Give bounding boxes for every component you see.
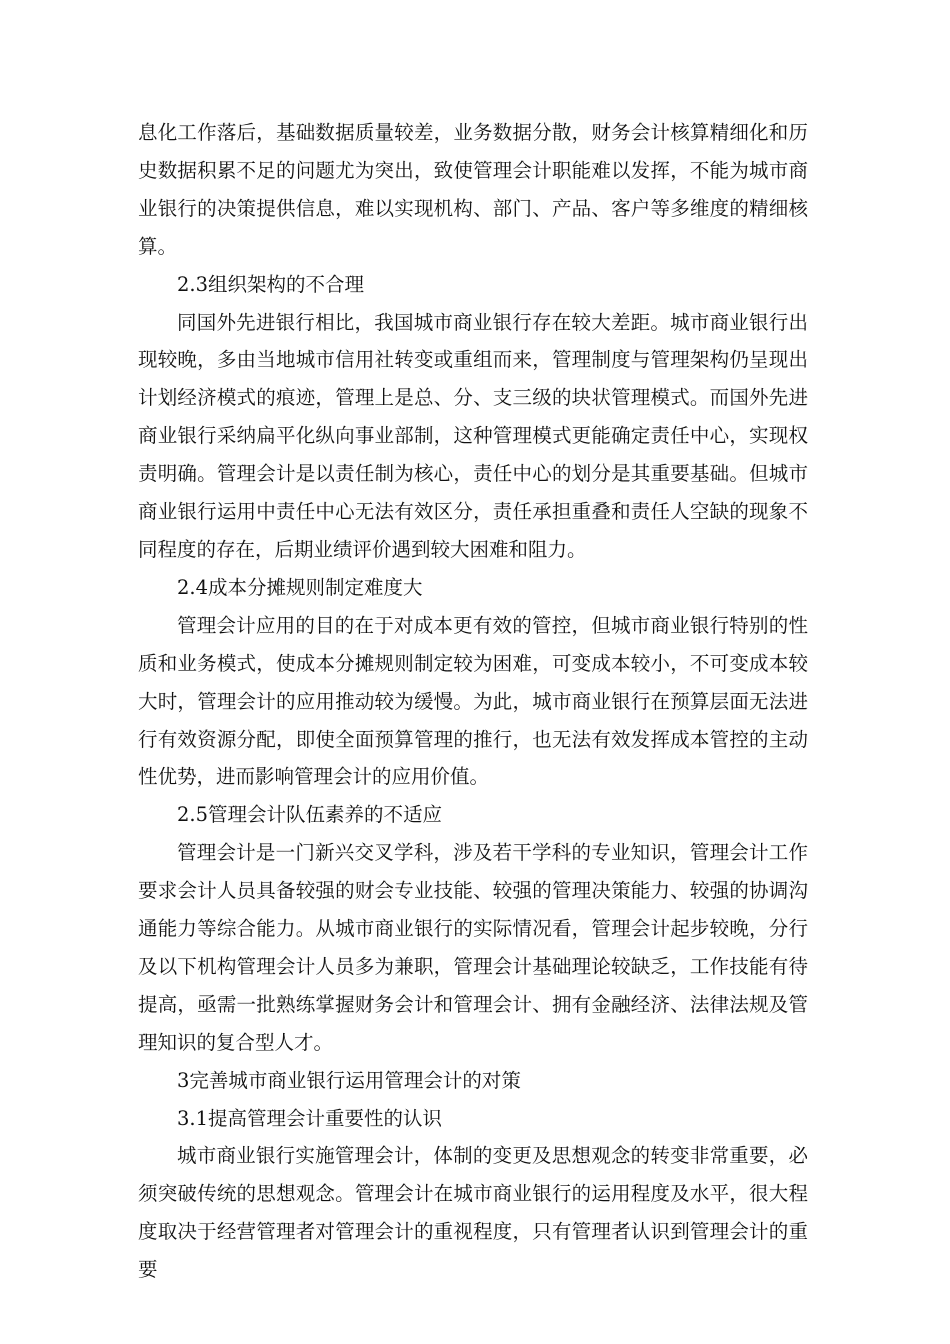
section-heading-3: 3完善城市商业银行运用管理会计的对策 bbox=[177, 1068, 521, 1092]
section-heading-2-4: 2.4成本分摊规则制定难度大 bbox=[177, 575, 423, 599]
paragraph-team-quality: 管理会计是一门新兴交叉学科，涉及若干学科的专业知识，管理会计工作要求会计人员具备较强的财会专业技能、较强的管理决策能力、较强的协调沟通能力等综合能力。从城市商业银行的实际情况看，管理会计起步较晚，分行及以下机构管理会计人员多为兼职，管理会计基础理论较缺乏，工作技能有待提高，亟需一批熟练掌握财务会计和管理会计、拥有金融经济、法律法规及管理知识的复合型人才。 bbox=[138, 841, 808, 1054]
section-heading-3-1: 3.1提高管理会计重要性的认识 bbox=[177, 1106, 443, 1130]
paragraph-organization-structure: 同国外先进银行相比，我国城市商业银行存在较大差距。城市商业银行出现较晚，多由当地城市信用社转变或重组而来，管理制度与管理架构仍呈现出计划经济模式的痕迹，管理上是总、分、支三级的块状管理模式。而国外先进商业银行采纳扁平化纵向事业部制，这种管理模式更能确定责任中心，实现权责明确。管理会计是以责任制为核心，责任中心的划分是其重要基础。但城市商业银行运用中责任中心无法有效区分，责任承担重叠和责任人空缺的现象不同程度的存在，后期业绩评价遇到较大困难和阻力。 bbox=[138, 310, 808, 561]
document-body bbox=[138, 114, 808, 1289]
paragraph-importance-awareness: 城市商业银行实施管理会计，体制的变更及思想观念的转变非常重要，必须突破传统的思想观念。管理会计在城市商业银行的运用程度及水平，很大程度取决于经营管理者对管理会计的重视程度，只有管理者认识到管理会计的重要 bbox=[138, 1144, 808, 1282]
paragraph-cost-allocation: 管理会计应用的目的在于对成本更有效的管控，但城市商业银行特别的性质和业务模式，使成本分摊规则制定较为困难，可变成本较小，不可变成本较大时，管理会计的应用推动较为缓慢。为此，城市商业银行在预算层面无法进行有效资源分配，即使全面预算管理的推行，也无法有效发挥成本管控的主动性优势，进而影响管理会计的应用价值。 bbox=[138, 613, 808, 789]
section-heading-2-3: 2.3组织架构的不合理 bbox=[177, 272, 365, 296]
section-heading-2-5: 2.5管理会计队伍素养的不适应 bbox=[177, 803, 443, 827]
paragraph-informatization-continued: 息化工作落后，基础数据质量较差，业务数据分散，财务会计核算精细化和历史数据积累不足的问题尤为突出，致使管理会计职能难以发挥，不能为城市商业银行的决策提供信息，难以实现机构、部门、产品、客户等多维度的精细核算。 bbox=[138, 121, 808, 258]
